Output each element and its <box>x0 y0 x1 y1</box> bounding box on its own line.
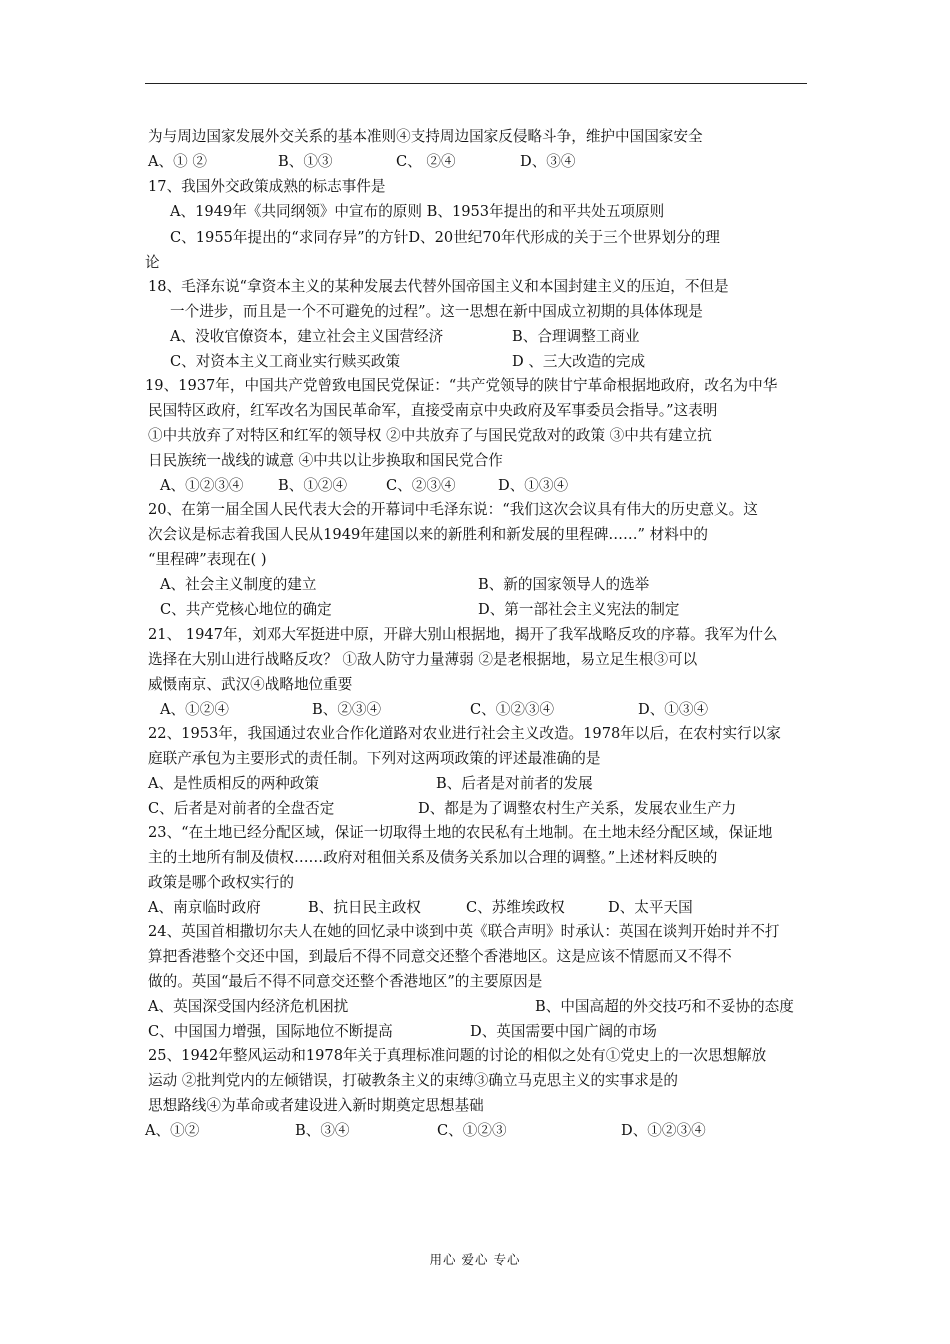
q19-option-d: D、①③④ <box>498 477 569 494</box>
q23-option-c: C、苏维埃政权 <box>466 899 565 916</box>
q18-option-a: A、没收官僚资本，建立社会主义国营经济 <box>170 328 444 345</box>
q17-options-line2: C、1955年提出的“求同存异”的方针D、20世纪70年代形成的关于三个世界划分的理 <box>170 229 720 246</box>
q25-option-b: B、③④ <box>295 1122 350 1139</box>
q22-option-b: B、后者是对前者的发展 <box>436 775 593 792</box>
q25-option-c: C、①②③ <box>437 1122 507 1139</box>
header-rule <box>145 83 807 84</box>
q19-stem-line4: 日民族统一战线的诚意 ④中共以让步换取和国民党合作 <box>148 452 503 469</box>
q23-stem-line1: 23、“在土地已经分配区域，保证一切取得土地的农民私有土地制。在土地未经分配区域，保证地 <box>148 824 773 841</box>
q25-stem-line3: 思想路线④为革命或者建设进入新时期奠定思想基础 <box>148 1097 484 1114</box>
q16-option-c: C、 ②④ <box>396 153 456 170</box>
q22-stem-line2: 庭联产承包为主要形式的责任制。下列对这两项政策的评述最准确的是 <box>148 750 601 767</box>
q21-stem-line2: 选择在大别山进行战略反攻？ ①敌人防守力量薄弱 ②是老根据地，易立足生根③可以 <box>148 651 698 668</box>
q16-option-a: A、① ② <box>148 153 207 170</box>
q24-option-b: B、中国高超的外交技巧和不妥协的态度 <box>535 998 794 1015</box>
q24-stem-line3: 做的。英国“最后不得不同意交还整个香港地区”的主要原因是 <box>148 973 543 990</box>
q24-option-d: D、英国需要中国广阔的市场 <box>470 1023 657 1040</box>
q23-option-d: D、太平天国 <box>608 899 693 916</box>
page-footer: 用心 爱心 专心 <box>429 1252 521 1267</box>
q19-stem-line1: 19、1937年，中国共产党曾致电国民党保证：“共产党领导的陕甘宁革命根据地政府，改名为中华 <box>145 377 778 394</box>
q21-stem-line1: 21、 1947年，刘邓大军挺进中原，开辟大别山根据地，揭开了我军战略反攻的序幕。我军为什么 <box>148 626 778 643</box>
q17-stem: 17、我国外交政策成熟的标志事件是 <box>148 178 386 195</box>
q19-stem-line3: ①中共放弃了对特区和红军的领导权 ②中共放弃了与国民党敌对的政策 ③中共有建立抗 <box>148 427 712 444</box>
q20-option-c: C、共产党核心地位的确定 <box>160 601 332 618</box>
q18-stem-line2: 一个进步，而且是一个不可避免的过程”。这一思想在新中国成立初期的具体体现是 <box>170 303 703 320</box>
q21-option-d: D、①③④ <box>638 701 709 718</box>
q25-option-a: A、①② <box>145 1122 200 1139</box>
q20-option-d: D、第一部社会主义宪法的制定 <box>478 601 680 618</box>
q19-stem-line2: 民国特区政府，红军改名为国民革命军，直接受南京中央政府及军事委员会指导。”这表明 <box>148 402 718 419</box>
q17-options-line3: 论 <box>145 254 160 271</box>
q21-option-a: A、①②④ <box>160 701 229 718</box>
q25-stem-line2: 运动 ②批判党内的左倾错误，打破教条主义的束缚③确立马克思主义的实事求是的 <box>148 1072 679 1089</box>
q23-option-a: A、南京临时政府 <box>148 899 261 916</box>
q19-option-c: C、②③④ <box>386 477 456 494</box>
q21-option-b: B、②③④ <box>312 701 382 718</box>
q16-option-d: D、③④ <box>520 153 576 170</box>
q18-option-b: B、合理调整工商业 <box>512 328 640 345</box>
q19-option-b: B、①②④ <box>278 477 348 494</box>
q24-option-a: A、英国深受国内经济危机困扰 <box>148 998 349 1015</box>
q22-option-c: C、后者是对前者的全盘否定 <box>148 800 335 817</box>
q20-stem-line3: “里程碑”表现在( ) <box>148 551 267 568</box>
q23-stem-line2: 主的土地所有制及债权……政府对租佃关系及债务关系加以合理的调整。”上述材料反映的 <box>148 849 718 866</box>
q22-stem-line1: 22、1953年，我国通过农业合作化道路对农业进行社会主义改造。1978年以后，在农村实行以家 <box>148 725 781 742</box>
q24-stem-line2: 算把香港整个交还中国，到最后不得不同意交还整个香港地区。这是应该不情愿而又不得不 <box>148 948 732 965</box>
q23-stem-line3: 政策是哪个政权实行的 <box>148 874 294 891</box>
q21-stem-line3: 威慑南京、武汉④战略地位重要 <box>148 676 353 693</box>
q20-option-b: B、新的国家领导人的选举 <box>478 576 650 593</box>
q22-option-a: A、是性质相反的两种政策 <box>148 775 320 792</box>
q20-option-a: A、社会主义制度的建立 <box>160 576 317 593</box>
q20-stem-line1: 20、在第一届全国人民代表大会的开幕词中毛泽东说：“我们这次会议具有伟大的历史意义。这 <box>148 501 758 518</box>
q19-option-a: A、①②③④ <box>160 477 244 494</box>
q18-option-d: D 、三大改造的完成 <box>512 353 646 370</box>
q16-option-b: B、①③ <box>278 153 333 170</box>
q18-stem-line1: 18、毛泽东说“拿资本主义的某种发展去代替外国帝国主义和本国封建主义的压迫，不但是 <box>148 278 729 295</box>
q24-option-c: C、中国国力增强，国际地位不断提高 <box>148 1023 393 1040</box>
q18-option-c: C、对资本主义工商业实行赎买政策 <box>170 353 401 370</box>
q21-option-c: C、①②③④ <box>470 701 555 718</box>
q17-options-line1: A、1949年《共同纲领》中宣布的原则 B、1953年提出的和平共处五项原则 <box>170 203 665 220</box>
q25-option-d: D、①②③④ <box>621 1122 706 1139</box>
q20-stem-line2: 次会议是标志着我国人民从1949年建国以来的新胜利和新发展的里程碑……” 材料中的 <box>148 526 709 543</box>
q25-stem-line1: 25、1942年整风运动和1978年关于真理标准问题的讨论的相似之处有①党史上的一次思想解放 <box>148 1047 767 1064</box>
q16-continuation: 为与周边国家发展外交关系的基本准则④支持周边国家反侵略斗争，维护中国国家安全 <box>148 128 703 145</box>
q23-option-b: B、抗日民主政权 <box>308 899 421 916</box>
q24-stem-line1: 24、英国首相撒切尔夫人在她的回忆录中谈到中英《联合声明》时承认：英国在谈判开始时并不打 <box>148 923 780 940</box>
q22-option-d: D、都是为了调整农村生产关系，发展农业生产力 <box>418 800 737 817</box>
